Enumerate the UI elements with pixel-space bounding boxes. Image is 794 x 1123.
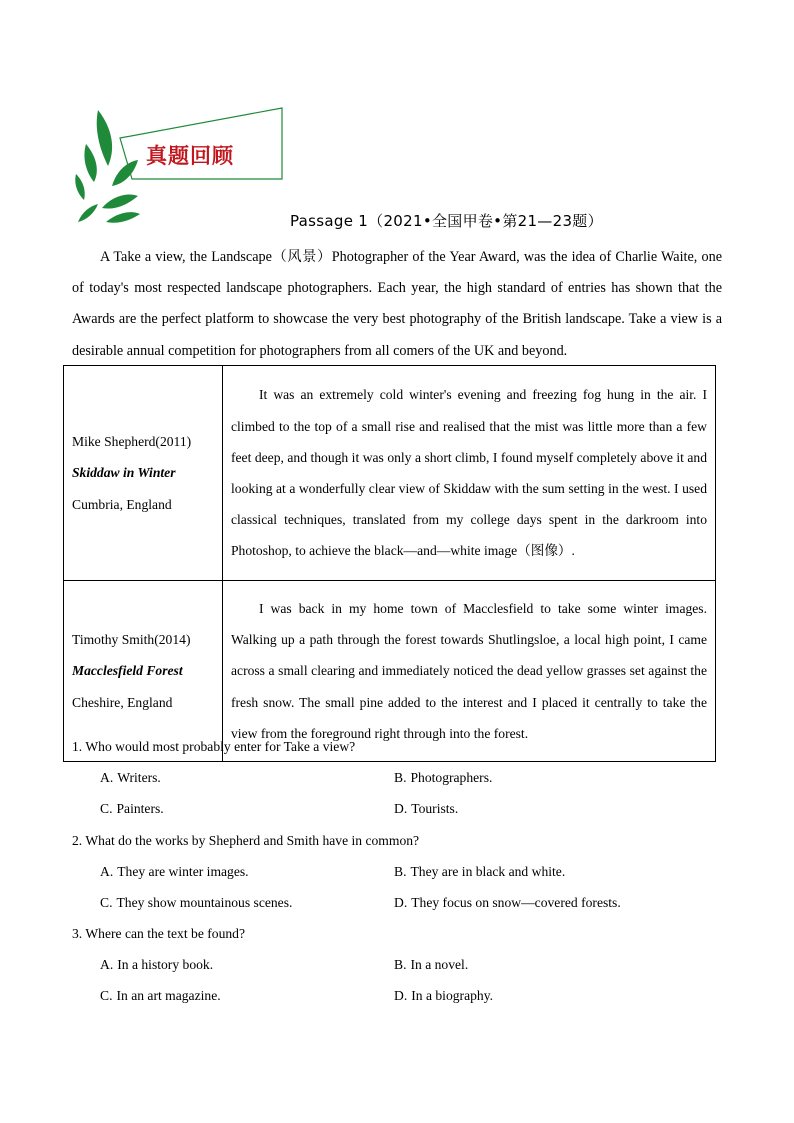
option-text: Tourists. <box>411 801 459 816</box>
question-1-option-c[interactable] <box>100 801 164 817</box>
option-text: Photographers. <box>410 770 493 785</box>
work-info-cell <box>64 581 223 762</box>
question-1-option-a[interactable] <box>100 770 161 786</box>
question-2-option-a[interactable] <box>100 864 249 880</box>
option-letter: A. <box>100 770 114 785</box>
option-letter: D. <box>394 895 408 910</box>
option-letter: C. <box>100 895 113 910</box>
option-letter: B. <box>394 957 407 972</box>
question-2-option-c[interactable] <box>100 895 292 911</box>
question-3-option-d[interactable] <box>394 988 493 1004</box>
work-title: Macclesfield Forest <box>72 663 183 679</box>
question-2: 2. What do the works by Shepherd and Smith have in common? <box>72 833 420 848</box>
section-title: 真题回顾 <box>146 144 234 168</box>
work-description: It was an extremely cold winter's evening and freezing fog hung in the air. I climbed to the top of a small rise and realised that the mist was little more than a few feet deep, and though it was only a short climb, I found myself completely above it and looking at a wonderfully clear view of Skiddaw with the sum setting in the west. I used classical techniques, translated from my college days spent in the darkroom into Photoshop, to achieve the black—and—white image（图像）. <box>223 366 716 581</box>
option-text: In a history book. <box>117 957 214 972</box>
work-description: I was back in my home town of Macclesfield to take some winter images. Walking up a path through the forest towards Shutlingsloe, a local high point, I came across a small clearing and immediately noticed the dead yellow grasses set against the fresh snow. The small pine added to the interest and I placed it centrally to take the view from the foreground right through into the forest. <box>223 581 716 762</box>
photographer-name: Mike Shepherd(2011) <box>72 433 192 449</box>
option-letter: C. <box>100 801 113 816</box>
option-letter: B. <box>394 770 407 785</box>
option-text: In a novel. <box>410 957 469 972</box>
works-table <box>63 365 716 762</box>
option-text: They are winter images. <box>117 864 249 879</box>
option-letter: B. <box>394 864 407 879</box>
question-1-option-b[interactable] <box>394 770 492 786</box>
question-2-option-d[interactable] <box>394 895 621 911</box>
option-text: In an art magazine. <box>116 988 221 1003</box>
question-1-option-d[interactable] <box>394 801 458 817</box>
question-3-option-a[interactable] <box>100 957 213 973</box>
question-3-option-b[interactable] <box>394 957 468 973</box>
option-letter: D. <box>394 988 408 1003</box>
option-text: They are in black and white. <box>410 864 566 879</box>
option-text: Painters. <box>116 801 164 816</box>
photographer-name: Timothy Smith(2014) <box>72 631 191 647</box>
work-location: Cheshire, England <box>72 694 173 710</box>
option-letter: D. <box>394 801 408 816</box>
work-title: Skiddaw in Winter <box>72 465 176 481</box>
question-3: 3. Where can the text be found? <box>72 926 245 941</box>
work-info-cell <box>64 366 223 581</box>
option-letter: A. <box>100 864 114 879</box>
option-letter: A. <box>100 957 114 972</box>
question-2-option-b[interactable] <box>394 864 565 880</box>
question-3-option-c[interactable] <box>100 988 221 1004</box>
passage-title: Passage 1（2021•全国甲卷•第21—23题） <box>290 212 603 230</box>
option-text: In a biography. <box>411 988 494 1003</box>
table-row <box>64 366 716 581</box>
table-row <box>64 581 716 762</box>
option-text: Writers. <box>117 770 161 785</box>
option-text: They show mountainous scenes. <box>116 895 293 910</box>
question-1: 1. Who would most probably enter for Take a view? <box>72 739 356 754</box>
option-letter: C. <box>100 988 113 1003</box>
work-location: Cumbria, England <box>72 496 172 512</box>
intro-paragraph: A Take a view, the Landscape（风景）Photographer of the Year Award, was the idea of Charlie Waite, one of today's most respected landscape photographers. Each year, the high standard of entries has shown that the Awards are the perfect platform to showcase the very best photography of the British landscape. Take a view is a desirable annual competition for photographers from all comers of the UK and beyond. <box>72 249 722 359</box>
option-text: They focus on snow—covered forests. <box>411 895 621 910</box>
